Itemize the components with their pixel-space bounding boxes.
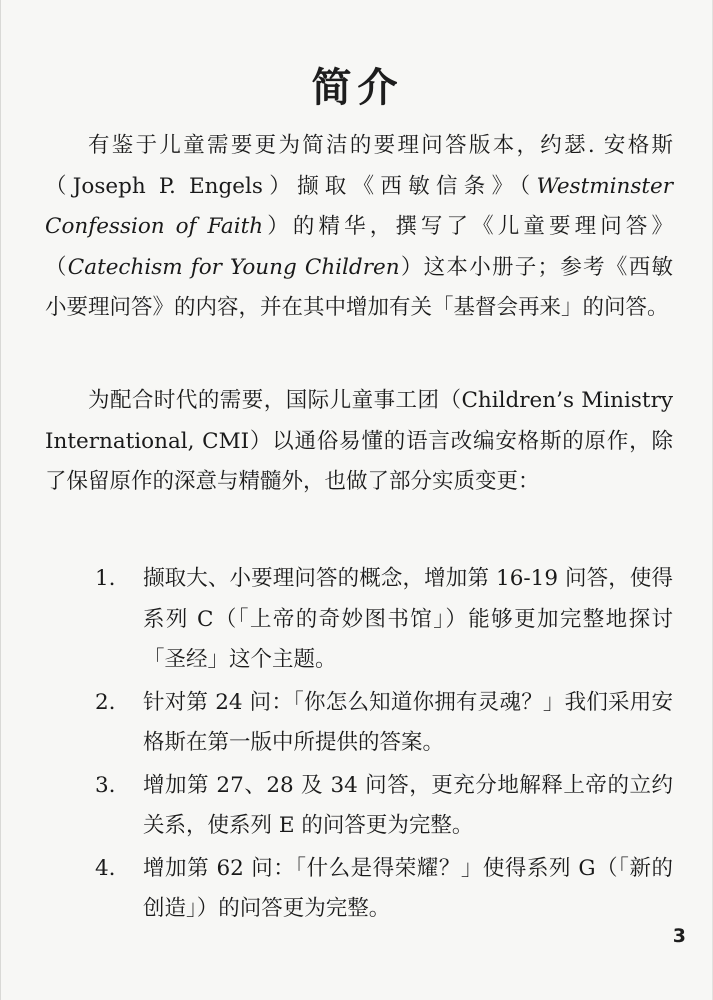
book-title-westminster: Westminster Confession of Faith — [45, 173, 673, 239]
page-title: 简介 — [311, 65, 404, 111]
list-item — [45, 849, 673, 930]
changes-list — [45, 559, 673, 932]
list-item-text: 撷取大、小要理问答的概念，增加第 16-19 问答，使得系列 C（「上帝的奇妙图书馆」）能够更加完整地探讨「圣经」这个主题。 — [143, 566, 673, 672]
intro-text-e: ）这本小册子；参考《西敏小要理问答》的内容，并在其中增加有关「基督会再来」的问答。 — [45, 254, 673, 320]
intro-text-c: ）的精华，撰写了《儿童要理问答》（ — [45, 214, 673, 280]
list-item — [45, 559, 673, 681]
list-item — [45, 766, 673, 847]
list-item-text: 针对第 24 问：「你怎么知道你拥有灵魂？」我们采用安格斯在第一版中所提供的答案。 — [143, 689, 673, 755]
list-item-number: 3. — [95, 772, 116, 798]
list-item-number: 2. — [95, 689, 116, 715]
book-title-catechism: Catechism for Young Children — [67, 254, 400, 280]
list-item-text: 增加第 27、28 及 34 问答，更充分地解释上帝的立约关系，使系列 E 的问答更为完整。 — [143, 772, 673, 838]
list-item — [45, 683, 673, 764]
list-item-number: 1. — [95, 566, 116, 591]
intro-text-a: 有鉴于儿童需要更为简洁的要理问答版本，约瑟. 安格斯（Joseph P. Engels）撷取《西敏信条》（ — [45, 133, 673, 199]
intro-paragraph-2: 为配合时代的需要，国际儿童事工团（Children’s Ministry International, CMI）以通俗易懂的语言改编安格斯的原作，除了保留原作的深意与精髓外，也做了部分实质变更： — [45, 388, 673, 494]
list-item-number: 4. — [95, 855, 116, 881]
intro-paragraph-1 — [45, 126, 673, 329]
page-number: 3 — [672, 925, 686, 947]
list-item-text: 增加第 62 问：「什么是得荣耀？」使得系列 G（「新的创造」）的问答更为完整。 — [143, 855, 673, 921]
